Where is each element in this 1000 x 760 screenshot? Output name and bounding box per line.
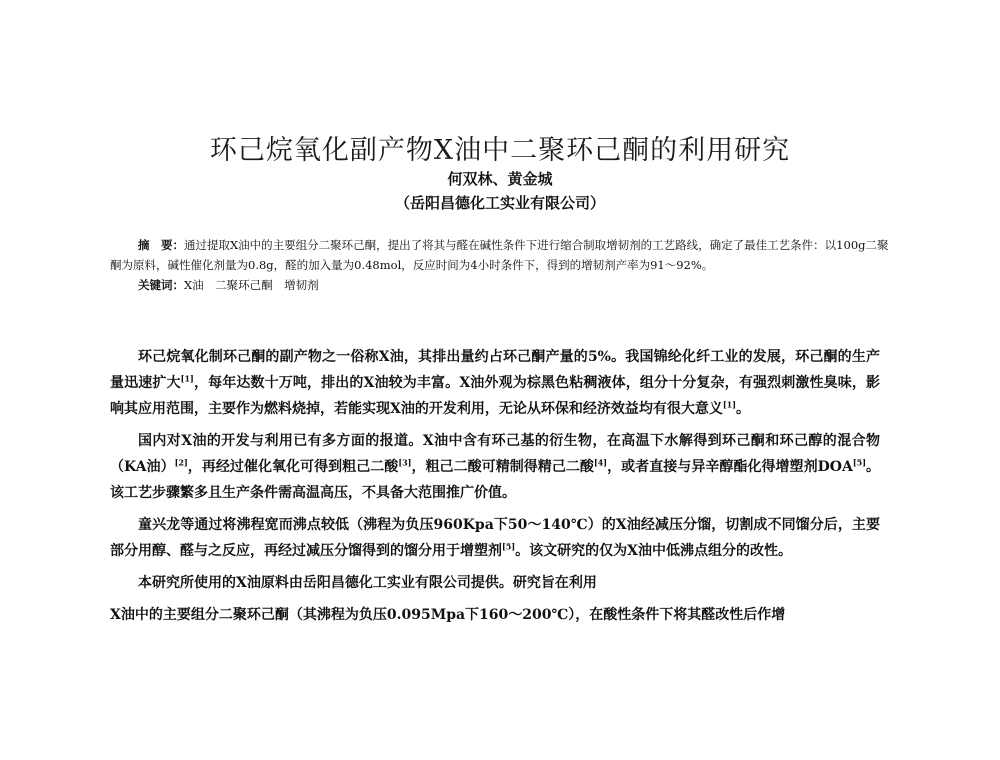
abstract-text: 通过提取X油中的主要组分二聚环己酮，提出了将其与醛在碱性条件下进行缩合制取增韧剂的工艺路线，确定了最佳工艺条件：以100g二聚酮为原料，碱性催化剂量为0.8g，醛的加入量为0.48mol，反应时间为4小时条件下，得到的增韧剂产率为91～92%。 xyxy=(110,238,889,272)
body-text-run: 国内对X油的开发与利用已有多方面的报道。X油中含有环己基的衍生物，在高温下水解得到环己酮和环己醇的混合物（KA油） xyxy=(110,433,880,475)
body-text-run: 童兴龙等通过将沸程宽而沸点较低（沸程为负压960Kpa下50～140℃）的X油经减压分馏，切割成不同馏分后，主要部分用醇、醛与之反应，再经过减压分馏得到的馏分用于增塑剂 xyxy=(110,517,880,559)
affiliation: （岳阳昌德化工实业有限公司） xyxy=(394,194,605,212)
keywords-label: 关键词： xyxy=(138,278,184,292)
body-text-run: 环己烷氧化制环己酮的副产物之一俗称X油，其排出量约占环己酮产量的5%。我国锦纶化纤工业的发展，环己酮的生产量迅速扩大 xyxy=(110,349,880,391)
authors: 何双林、黄金城 xyxy=(447,170,553,188)
body-paragraph xyxy=(110,602,880,628)
body-text xyxy=(110,344,880,634)
citation-ref: [3] xyxy=(398,457,412,468)
body-paragraph xyxy=(110,570,880,596)
keywords-text: X油 二聚环己酮 增韧剂 xyxy=(184,278,319,292)
body-paragraph xyxy=(110,428,880,506)
citation-ref: [1] xyxy=(722,399,737,410)
paper-title: 环己烷氧化副产物X油中二聚环己酮的利用研究 xyxy=(209,135,791,166)
body-text-run: 。该文研究的仅为X油中低沸点组分的改性。 xyxy=(515,543,793,559)
abstract-paragraph xyxy=(110,235,890,275)
citation-ref: [2] xyxy=(174,457,188,468)
body-text-run: ，粗己二酸可精制得精己二酸 xyxy=(411,459,594,475)
body-text-run: ，每年达数十万吨，排出的X油较为丰富。X油外观为棕黑色粘稠液体，组分十分复杂，有强烈刺激性臭味，影响其应用范围，主要作为燃料烧掉，若能实现X油的开发利用，无论从环保和经济效益均有很大意义 xyxy=(110,375,880,417)
body-text-run: 。该工艺步骤繁多且生产条件需高温高压，不具备大范围推广价值。 xyxy=(110,459,881,501)
abstract xyxy=(110,235,890,295)
keywords xyxy=(110,275,890,295)
body-text-run: 本研究所使用的X油原料由岳阳昌德化工实业有限公司提供。研究旨在利用 xyxy=(138,575,597,591)
body-text-run: 。 xyxy=(736,401,751,417)
citation-ref: [5] xyxy=(852,457,866,468)
body-paragraph xyxy=(110,344,880,422)
body-text-run: ，再经过催化氧化可得到粗己二酸 xyxy=(187,459,399,475)
citation-ref: [5] xyxy=(502,541,516,552)
body-text-run: X油中的主要组分二聚环己酮（其沸程为负压0.095Mpa下160～200℃），在酸性条件下将其醛改性后作增 xyxy=(110,607,786,623)
citation-ref: [4] xyxy=(593,457,608,468)
abstract-label: 摘 要： xyxy=(138,238,184,252)
body-paragraph xyxy=(110,512,880,564)
citation-ref: [1] xyxy=(180,373,194,384)
body-text-run: ，或者直接与异辛醇酯化得增塑剂DOA xyxy=(607,459,853,475)
